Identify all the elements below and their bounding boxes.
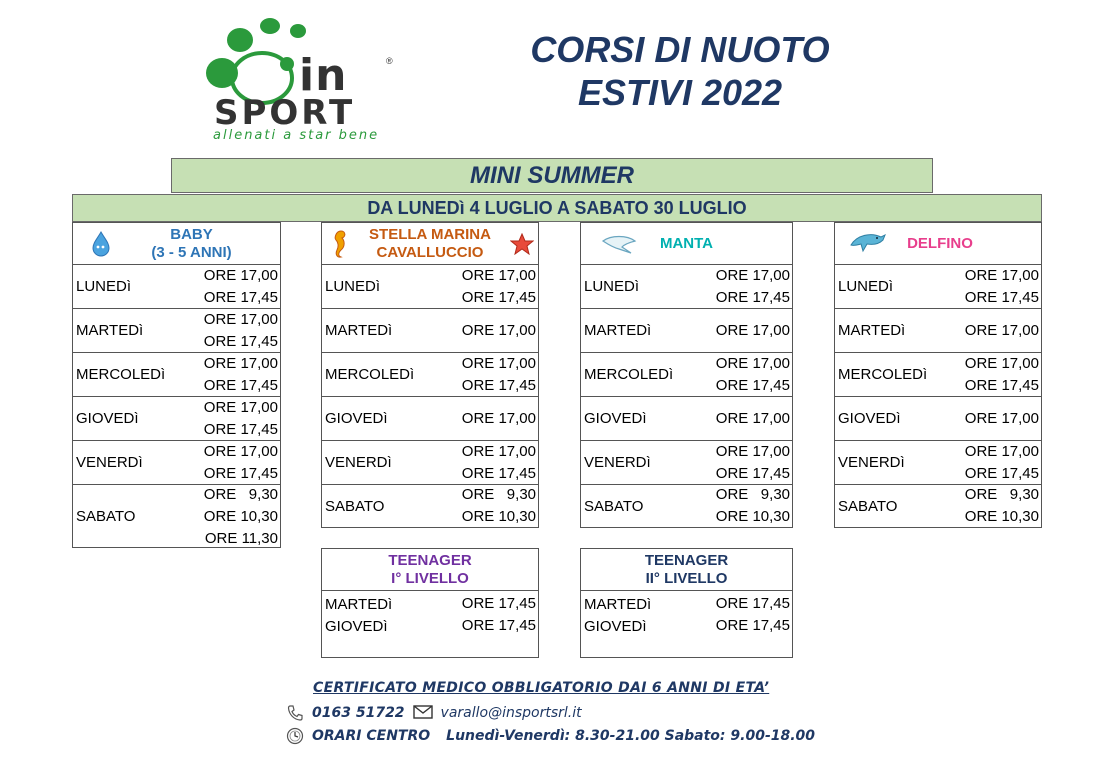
time-slot: ORE 17,45 <box>715 464 790 482</box>
time-slot: ORE 17,00 <box>964 442 1039 460</box>
schedule-row <box>835 309 1041 353</box>
time-slot: ORE 17,00 <box>715 442 790 460</box>
schedule-row <box>581 485 792 527</box>
time-list <box>204 441 280 484</box>
time-slot: ORE 17,45 <box>203 420 278 438</box>
time-list <box>204 309 280 352</box>
day-label: GIOVEDì <box>584 617 647 635</box>
schedule-row <box>581 441 792 485</box>
schedule-row <box>835 441 1041 485</box>
course-name-line1: BABY <box>170 226 213 243</box>
day-label: VENERDì <box>838 454 905 471</box>
time-slot: ORE 17,45 <box>203 464 278 482</box>
schedule-row <box>581 615 792 637</box>
time-slot: ORE 17,00 <box>461 409 536 427</box>
time-list <box>965 353 1041 396</box>
time-slot: ORE 17,45 <box>461 595 536 612</box>
time-slot: ORE 17,45 <box>203 288 278 306</box>
time-list <box>716 397 792 440</box>
time-list <box>716 485 792 527</box>
time-list <box>965 265 1041 308</box>
time-slot: ORE 17,00 <box>964 266 1039 284</box>
schedule-row <box>322 265 538 309</box>
time-list <box>965 485 1041 527</box>
schedule-row <box>581 353 792 397</box>
time-list <box>204 265 280 308</box>
schedule-row <box>322 615 538 637</box>
day-label: LUNEDì <box>838 278 894 295</box>
time-slot: ORE 17,45 <box>461 464 536 482</box>
day-label: MARTEDì <box>325 595 393 613</box>
time-slot: ORE 17,45 <box>715 288 790 306</box>
time-slot: ORE 17,45 <box>964 464 1039 482</box>
time-list <box>462 615 538 637</box>
time-list <box>965 441 1041 484</box>
time-slot: ORE 17,00 <box>715 409 790 427</box>
dates-banner: DA LUNEDì 4 LUGLIO A SABATO 30 LUGLIO <box>72 194 1042 222</box>
day-label: SABATO <box>838 497 898 515</box>
logo-tagline: allenati a star bene <box>213 128 380 143</box>
time-slot: ORE 9,30 <box>715 486 790 503</box>
day-label: VENERDì <box>325 454 392 471</box>
schedule-list <box>581 591 792 637</box>
schedule-row <box>322 397 538 441</box>
time-slot: ORE 17,45 <box>964 376 1039 394</box>
clock-icon <box>286 727 304 745</box>
phone-icon <box>286 704 304 722</box>
day-label: GIOVEDì <box>76 410 139 427</box>
time-slot: ORE 17,00 <box>715 321 790 339</box>
time-slot: ORE 9,30 <box>203 485 278 503</box>
course-name-line2: (3 - 5 ANNI) <box>151 244 232 261</box>
course-name-line2: II° LIVELLO <box>645 570 728 587</box>
schedule-row <box>581 593 792 615</box>
time-slot: ORE 10,30 <box>461 508 536 525</box>
course-name-line2: CAVALLUCCIO <box>376 244 484 261</box>
time-list <box>716 441 792 484</box>
schedule-row <box>581 397 792 441</box>
time-slot: ORE 17,45 <box>715 617 790 634</box>
day-label: SABATO <box>325 497 385 515</box>
time-slot: ORE 17,00 <box>715 354 790 372</box>
time-slot: ORE 17,00 <box>715 266 790 284</box>
mail-icon <box>413 704 433 722</box>
course-name <box>581 552 792 588</box>
course-header <box>322 223 538 265</box>
day-label: LUNEDì <box>584 278 640 295</box>
course-header <box>73 223 280 265</box>
time-slot: ORE 9,30 <box>461 486 536 503</box>
time-list <box>204 397 280 440</box>
day-label: GIOVEDì <box>325 617 388 635</box>
program-banner: MINI SUMMER <box>171 158 933 193</box>
contact-row <box>286 704 582 722</box>
time-list <box>965 397 1041 440</box>
course-name: DELFINO <box>907 235 973 252</box>
day-label: MARTEDì <box>584 322 652 339</box>
course-header <box>835 223 1041 265</box>
time-list <box>716 265 792 308</box>
course-card-baby <box>72 222 281 548</box>
hours-label: ORARI CENTRO <box>312 728 431 744</box>
time-slot: ORE 17,00 <box>461 354 536 372</box>
day-label: GIOVEDì <box>584 410 647 427</box>
course-name-line2: I° LIVELLO <box>391 570 469 587</box>
day-label: MERCOLEDì <box>584 366 674 383</box>
logo-registered-mark: ® <box>386 56 393 66</box>
course-name <box>322 552 538 588</box>
day-label: VENERDì <box>76 454 143 471</box>
time-slot: ORE 17,45 <box>964 288 1039 306</box>
course-card-stella-marina <box>321 222 539 528</box>
time-list <box>965 309 1041 352</box>
time-list <box>462 397 538 440</box>
course-name-line1: TEENAGER <box>388 552 472 569</box>
schedule-row <box>835 353 1041 397</box>
schedule-row <box>322 309 538 353</box>
time-slot: ORE 17,45 <box>715 595 790 612</box>
time-slot: ORE 10,30 <box>964 508 1039 525</box>
day-label: MARTEDì <box>325 322 393 339</box>
course-name: MANTA <box>659 235 714 252</box>
time-slot: ORE 11,30 <box>204 529 278 547</box>
time-list <box>462 265 538 308</box>
course-card-teenager-2 <box>580 548 793 658</box>
day-label: SABATO <box>584 497 644 515</box>
time-list <box>462 441 538 484</box>
schedule-row <box>322 593 538 615</box>
time-slot: ORE 17,45 <box>461 376 536 394</box>
time-slot: ORE 17,00 <box>964 409 1039 427</box>
page-title-line2: ESTIVI 2022 <box>577 72 783 113</box>
day-label: GIOVEDì <box>838 410 901 427</box>
course-card-manta <box>580 222 793 528</box>
time-list <box>716 309 792 352</box>
day-label: VENERDì <box>584 454 651 471</box>
time-slot: ORE 17,45 <box>203 332 278 350</box>
day-label: MARTEDì <box>838 322 906 339</box>
time-list <box>462 593 538 615</box>
schedule-row <box>73 265 280 309</box>
day-label: SABATO <box>76 508 136 525</box>
schedule-row <box>73 485 280 548</box>
day-label: GIOVEDì <box>325 410 388 427</box>
time-slot: ORE 17,45 <box>203 376 278 394</box>
hours-text: Lunedì-Venerdì: 8.30-21.00 Sabato: 9.00-18.00 <box>446 728 816 744</box>
course-name <box>73 226 280 262</box>
time-slot: ORE 17,45 <box>461 288 536 306</box>
course-name-line1: STELLA MARINA <box>369 226 491 243</box>
schedule-row <box>322 353 538 397</box>
time-list <box>204 485 280 548</box>
schedule-row <box>835 485 1041 527</box>
course-header <box>581 223 792 265</box>
schedule-row <box>581 265 792 309</box>
time-slot: ORE 17,00 <box>203 442 278 460</box>
time-slot: ORE 17,00 <box>964 321 1039 339</box>
schedule-row <box>581 309 792 353</box>
time-list <box>716 353 792 396</box>
schedule-row <box>835 397 1041 441</box>
time-slot: ORE 17,45 <box>461 617 536 634</box>
time-slot: ORE 17,00 <box>203 354 278 372</box>
schedule-row <box>73 441 280 485</box>
day-label: MERCOLEDì <box>325 366 415 383</box>
day-label: LUNEDì <box>76 278 132 295</box>
day-label: MERCOLEDì <box>76 366 166 383</box>
schedule-row <box>73 397 280 441</box>
day-label: MARTEDì <box>584 595 652 613</box>
schedule-row <box>322 441 538 485</box>
time-slot: ORE 17,00 <box>203 266 278 284</box>
course-card-delfino <box>834 222 1042 528</box>
certificate-notice: CERTIFICATO MEDICO OBBLIGATORIO DAI 6 ANNI DI ETA’ <box>313 680 770 696</box>
time-list <box>462 309 538 352</box>
course-header <box>581 549 792 591</box>
day-label: MERCOLEDì <box>838 366 928 383</box>
course-name <box>322 226 538 262</box>
course-card-teenager-1 <box>321 548 539 658</box>
schedule-row <box>73 353 280 397</box>
day-label: LUNEDì <box>325 278 381 295</box>
time-slot: ORE 17,00 <box>461 266 536 284</box>
time-slot: ORE 17,45 <box>715 376 790 394</box>
schedule-list <box>322 591 538 637</box>
day-label: MARTEDì <box>76 322 144 339</box>
page-title <box>470 28 890 114</box>
time-slot: ORE 17,00 <box>203 310 278 328</box>
time-list <box>716 615 792 637</box>
time-list <box>462 485 538 527</box>
time-slot: ORE 10,30 <box>203 507 278 525</box>
time-slot: ORE 17,00 <box>461 321 536 339</box>
time-list <box>204 353 280 396</box>
time-slot: ORE 9,30 <box>964 486 1039 503</box>
schedule-row <box>322 485 538 527</box>
time-slot: ORE 10,30 <box>715 508 790 525</box>
time-slot: ORE 17,00 <box>461 442 536 460</box>
email-address[interactable]: varallo@insportsrl.it <box>440 705 582 721</box>
hours-row <box>286 727 815 745</box>
page-title-line1: CORSI DI NUOTO <box>530 29 830 70</box>
logo-brand-sport: SPORT <box>214 93 356 133</box>
phone-number[interactable]: 0163 51722 <box>312 705 405 721</box>
schedule-row <box>835 265 1041 309</box>
course-header <box>322 549 538 591</box>
time-list <box>462 353 538 396</box>
schedule-row <box>73 309 280 353</box>
course-name-line1: TEENAGER <box>644 552 729 569</box>
logo-brand-in: in <box>299 50 348 101</box>
time-list <box>716 593 792 615</box>
time-slot: ORE 17,00 <box>203 398 278 416</box>
time-slot: ORE 17,00 <box>964 354 1039 372</box>
